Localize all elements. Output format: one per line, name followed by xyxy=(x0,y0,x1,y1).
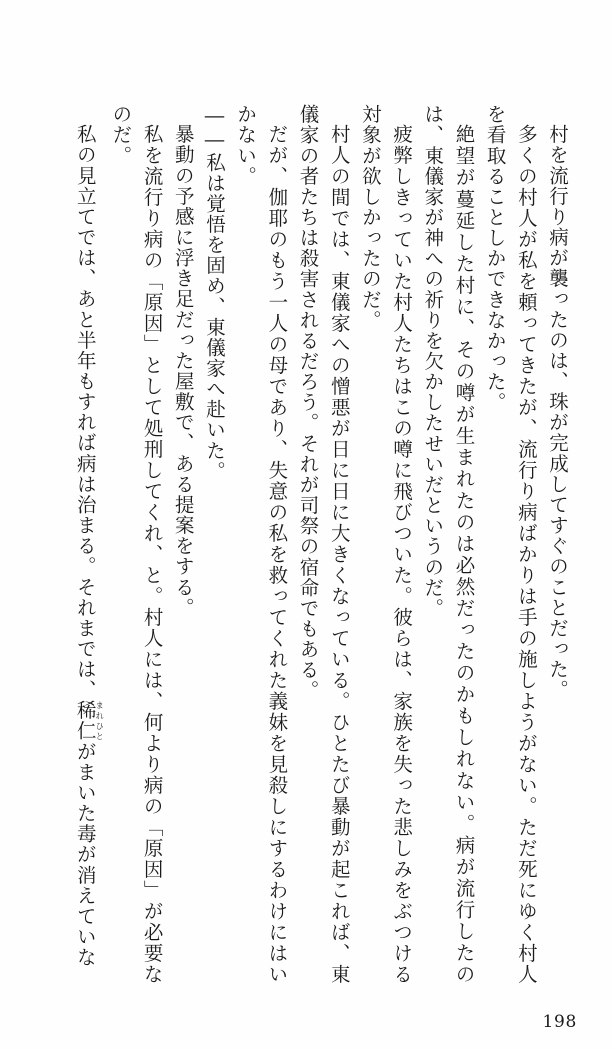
paragraph: だが、伽耶のもう一人の母であり、失意の私を救ってくれた義妹を見殺しにするわけにはいかない。 xyxy=(234,104,289,984)
paragraph-final xyxy=(70,104,106,984)
paragraph: 多くの村人が私を頼ってきたが、流行り病ばかりは手の施しようがない。ただ死にゆく村人を看取ることしかできなかった。 xyxy=(483,104,538,984)
body-text xyxy=(52,104,573,984)
paragraph: 村人の間では、東儀家への憎悪が日に日に大きくなっている。ひとたび暴動が起これば、東儀家の者たちは殺害されるだろう。それが司祭の宿命でもある。 xyxy=(296,104,351,984)
paragraph: ――私は覚悟を固め、東儀家へ赴いた。 xyxy=(202,104,226,482)
paragraph: 絶望が蔓延した村に、その噂が生まれたのは必然だったのかもしれない。病が流行したのは、東儀家が神への祈りを欠かしたせいだというのだ。 xyxy=(421,104,476,984)
paragraph: 村を流行り病が襲ったのは、珠が完成してすぐのことだった。 xyxy=(546,123,569,700)
paragraph: 私を流行り病の「原因」として処刑してくれ、と。村人には、何より病の「原因」が必要なのだ。 xyxy=(109,104,164,984)
page-number: 198 xyxy=(542,1012,577,1032)
ruby-annotation: 稀仁まれひと xyxy=(73,699,106,741)
paragraph-final-text: 私の見立てでは、あと半年もすれば病は治まる。それまでは、稀仁まれひとがまいた毒が消えていな xyxy=(73,123,106,967)
paragraph: 疲弊しきっていた村人たちはこの噂に飛びついた。彼らは、家族を失った悲しみをぶつける対象が欲しかったのだ。 xyxy=(358,104,414,984)
paragraph: 暴動の予感に浮き足だった屋敷で、ある提案をする。 xyxy=(171,123,195,618)
